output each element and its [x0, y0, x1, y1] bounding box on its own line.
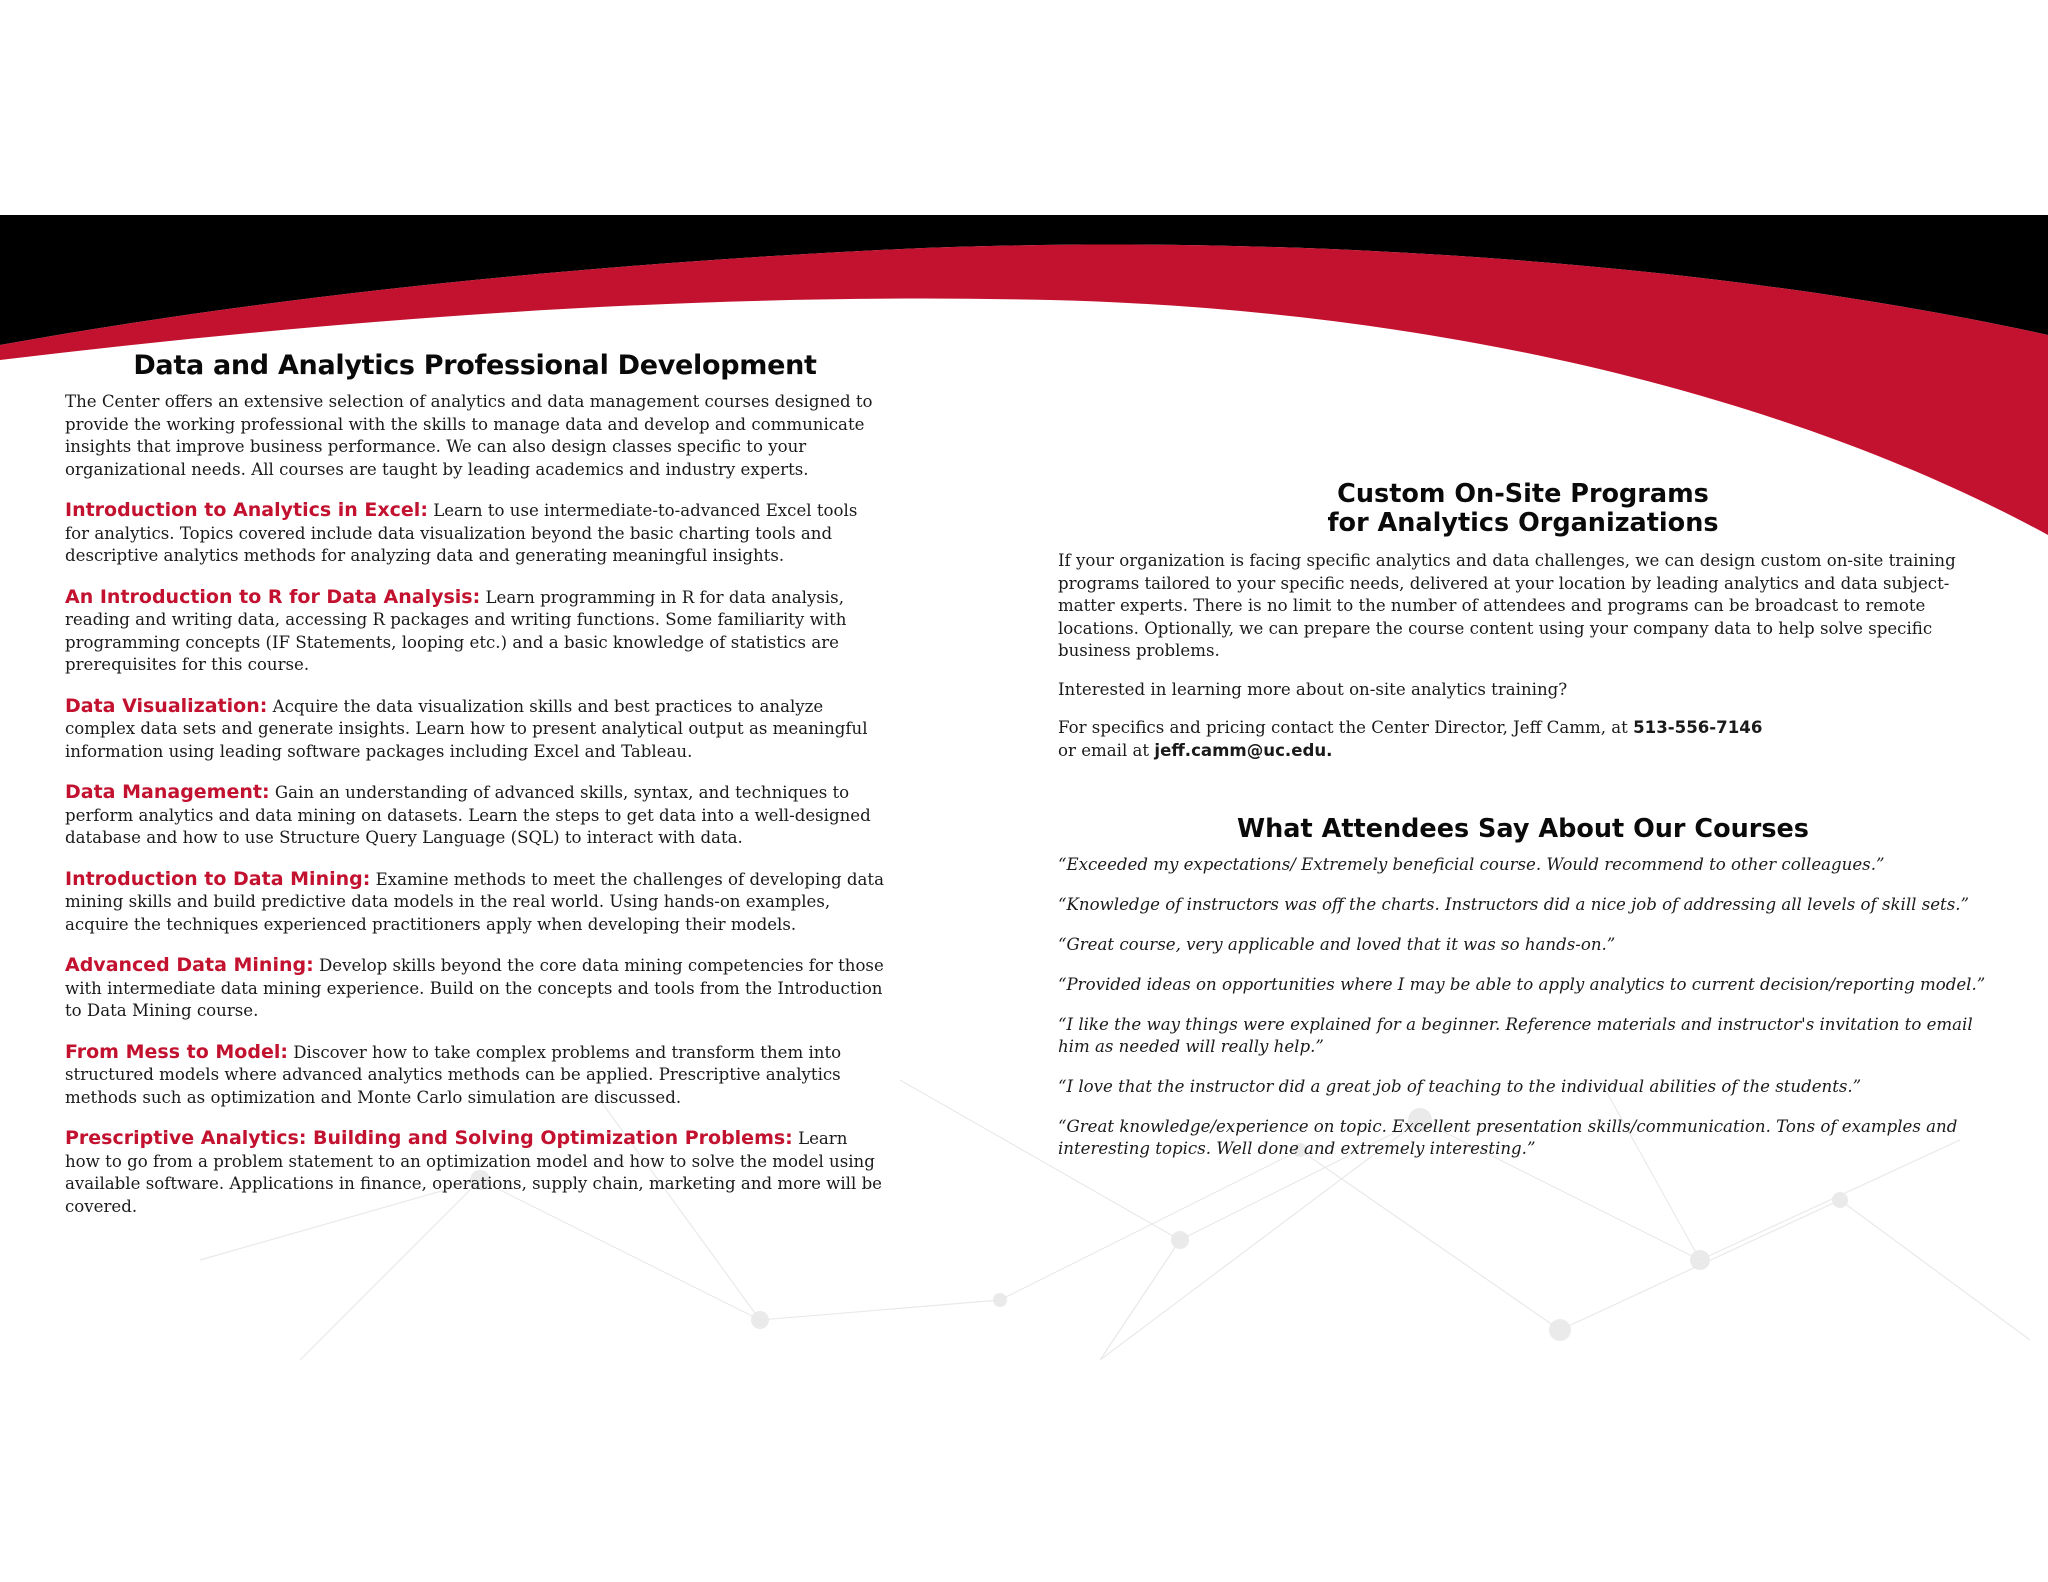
- course-intro-data-mining: [65, 868, 885, 937]
- course-description: Acquire the data visualization skills and best practices to analyze complex data sets and generate insights. Learn how to present analytical output as meaningful information using leading software packages including Excel and Tableau.: [65, 696, 868, 761]
- course-prescriptive-analytics: [65, 1127, 885, 1218]
- course-excel: [65, 499, 885, 568]
- testimonial-quote: “I like the way things were explained for a beginner. Reference materials and instructor's invitation to email him as needed will really help.”: [1058, 1015, 1973, 1056]
- course-description: Develop skills beyond the core data mining competencies for those with intermediate data mining experience. Build on the concepts and tools from the Introduction to Data Mining course.: [65, 956, 884, 1020]
- course-title: Prescriptive Analytics: Building and Solving Optimization Problems:: [65, 1127, 793, 1149]
- email-prefix: or email at: [1058, 740, 1150, 760]
- testimonial-quote: “Great course, very applicable and loved that it was so hands-on.”: [1058, 935, 1616, 954]
- interested-text: Interested in learning more about on-site analytics training?: [1058, 679, 1568, 699]
- contact-info: [1058, 717, 1988, 762]
- course-title: Data Management:: [65, 781, 270, 803]
- testimonial-quote: “Knowledge of instructors was off the charts. Instructors did a nice job of addressing all levels of skill sets.”: [1058, 895, 1970, 914]
- course-title: Advanced Data Mining:: [65, 954, 314, 976]
- testimonial-quote: “I love that the instructor did a great job of teaching to the individual abilities of the students.”: [1058, 1077, 1862, 1096]
- course-mess-to-model: [65, 1041, 885, 1110]
- course-description: Gain an understanding of advanced skills, syntax, and techniques to perform analytics and data mining on datasets. Learn the steps to get data into a well-designed database and how to use Structure Query Language (SQL) to interact with data.: [65, 783, 871, 847]
- course-title: From Mess to Model:: [65, 1040, 288, 1063]
- course-description: Learn to use intermediate-to-advanced Excel tools for analytics. Topics covered include data visualization beyond the basic charting tools and descriptive analytics methods for analyzing data and generating meaningful insights.: [65, 501, 858, 565]
- course-description: Learn programming in R for data analysis, reading and writing data, accessing R packages and writing functions. Some familiarity with programming concepts (IF Statements, looping etc.) and a basic knowledge of statistics are prerequisites for this course.: [65, 587, 847, 674]
- course-r: [65, 586, 885, 677]
- left-column: [65, 350, 885, 1218]
- testimonial-quote: “Provided ideas on opportunities where I may be able to apply analytics to current decision/reporting model.”: [1058, 975, 1986, 994]
- course-title: Data Visualization:: [65, 694, 268, 717]
- right-column: [1058, 480, 1988, 1178]
- email-link[interactable]: jeff.camm@uc.edu.: [1154, 740, 1333, 760]
- contact-prefix: For specifics and pricing contact the Center Director, Jeff Camm, at: [1058, 718, 1628, 737]
- custom-programs-title: [1058, 480, 1988, 538]
- course-data-visualization: [65, 695, 885, 764]
- testimonial-quote: “Great knowledge/experience on topic. Excellent presentation skills/communication. Tons of examples and interesting topics. Well done and extremely interesting.”: [1058, 1117, 1958, 1158]
- course-data-management: [65, 781, 885, 850]
- page-title: Data and Analytics Professional Development: [133, 350, 817, 381]
- attendees-title: What Attendees Say About Our Courses: [1237, 814, 1809, 844]
- course-advanced-data-mining: [65, 954, 885, 1023]
- course-description: Discover how to take complex problems and transform them into structured models where advanced analytics methods can be applied. Prescriptive analytics methods such as optimization and Monte Carlo simulation are discussed.: [65, 1042, 842, 1107]
- custom-title-line1: Custom On-Site Programs: [1337, 479, 1709, 509]
- course-title: Introduction to Data Mining:: [65, 867, 371, 890]
- custom-programs-body: If your organization is facing specific analytics and data challenges, we can design custom on-site training programs tailored to your specific needs, delivered at your location by leading analytics and data subject-matter experts. There is no limit to the number of attendees and programs can be broadcast to remote locations. Optionally, we can prepare the course content using your company data to help solve specific business problems.: [1058, 551, 1956, 660]
- custom-title-line2: for Analytics Organizations: [1327, 508, 1719, 538]
- course-description: Examine methods to meet the challenges of developing data mining skills and build predictive data models in the real world. Using hands-on examples, acquire the techniques experienced practitioners apply when developing their models.: [65, 869, 884, 934]
- course-title: Introduction to Analytics in Excel:: [65, 499, 428, 521]
- testimonial-quote: “Exceeded my expectations/ Extremely beneficial course. Would recommend to other colleagues.”: [1058, 855, 1885, 874]
- intro-paragraph: The Center offers an extensive selection of analytics and data management courses designed to provide the working professional with the skills to manage data and develop and communicate insights that improve business performance. We can also design classes specific to your organizational needs. All courses are taught by leading academics and industry experts.: [65, 392, 873, 479]
- course-title: An Introduction to R for Data Analysis:: [65, 585, 481, 608]
- phone-number[interactable]: 513-556-7146: [1633, 718, 1763, 737]
- course-description: Learn how to go from a problem statement to an optimization model and how to solve the model using available software. Applications in finance, operations, supply chain, marketing and more will be covered.: [65, 1129, 883, 1216]
